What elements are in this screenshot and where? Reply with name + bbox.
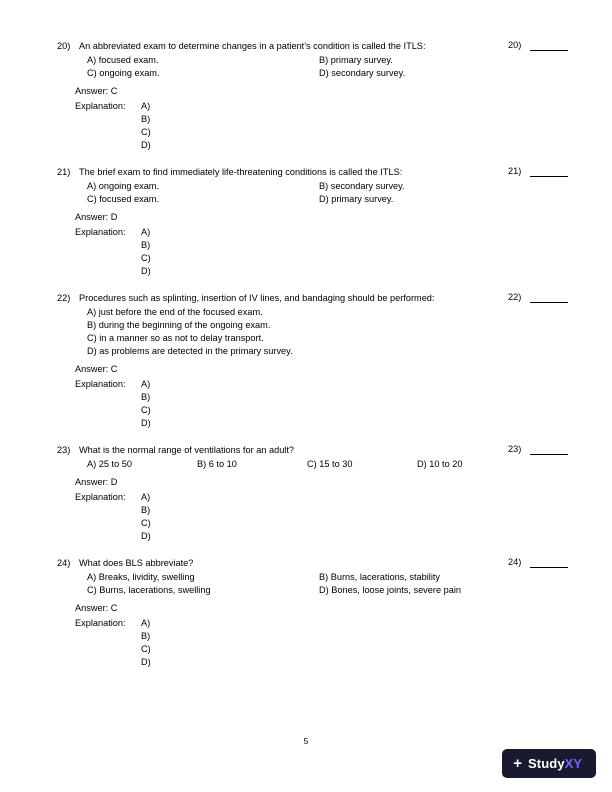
answer-slot-number: 24) (508, 557, 522, 567)
option-row (87, 345, 576, 358)
answer-line (75, 211, 576, 224)
question-number: 24) (57, 558, 71, 568)
question-text: What is the normal range of ventilations for an adult? (79, 445, 295, 455)
option-b[interactable]: B) 6 to 10 (197, 459, 237, 469)
explanation-item: C) (141, 253, 151, 263)
answer-blank-slot (508, 40, 576, 51)
studyxy-watermark[interactable] (502, 749, 596, 778)
option-row (87, 319, 576, 332)
explanation-item: B) (141, 114, 151, 124)
explanation-item: B) (141, 505, 151, 515)
explanation-label: Explanation: (75, 101, 126, 111)
page-number: 5 (303, 736, 309, 746)
explanation-block (75, 226, 576, 278)
question-number: 21) (57, 167, 71, 177)
options-list (87, 306, 576, 358)
answer-blank-slot (508, 557, 576, 568)
explanation-item: D) (141, 418, 151, 428)
option-a[interactable]: A) 25 to 50 (87, 459, 132, 469)
answer-blank-slot (508, 444, 576, 455)
explanation-label: Explanation: (75, 379, 126, 389)
explanation-items (141, 100, 151, 152)
answer-line (75, 85, 576, 98)
explanation-item: B) (141, 240, 151, 250)
question-block (57, 166, 576, 278)
question-block (57, 557, 576, 669)
option-b[interactable]: B) Burns, lacerations, stability (319, 572, 441, 582)
question-number: 20) (57, 41, 71, 51)
option-b[interactable]: B) secondary survey. (319, 181, 405, 191)
answer-blank-line[interactable] (530, 292, 568, 303)
answer-blank-slot (508, 166, 576, 177)
brand-name-xy: XY (564, 756, 582, 771)
explanation-label: Explanation: (75, 227, 126, 237)
explanation-items (141, 617, 151, 669)
answer-label: Answer: (75, 212, 109, 222)
option-d[interactable]: D) as problems are detected in the primary survey. (87, 346, 293, 356)
option-row (87, 458, 576, 471)
explanation-label: Explanation: (75, 618, 126, 628)
answer-slot-number: 20) (508, 40, 522, 50)
answer-blank-slot (508, 292, 576, 303)
explanation-item: D) (141, 657, 151, 667)
question-text: Procedures such as splinting, insertion of IV lines, and bandaging should be performed: (79, 293, 435, 303)
option-d[interactable]: D) Bones, loose joints, severe pain (319, 585, 461, 595)
explanation-item: A) (141, 101, 151, 111)
option-row (87, 54, 576, 67)
question-text: An abbreviated exam to determine changes in a patient's condition is called the ITLS: (79, 41, 426, 51)
option-b[interactable]: B) during the beginning of the ongoing exam. (87, 320, 271, 330)
answer-blank-line[interactable] (530, 166, 568, 177)
option-c[interactable]: C) in a manner so as not to delay transport. (87, 333, 264, 343)
option-a[interactable]: A) focused exam. (87, 55, 159, 65)
explanation-item: C) (141, 644, 151, 654)
explanation-item: C) (141, 127, 151, 137)
question-text: The brief exam to find immediately life-threatening conditions is called the ITLS: (79, 167, 403, 177)
option-a[interactable]: A) Breaks, lividity, swelling (87, 572, 195, 582)
option-row (87, 193, 576, 206)
explanation-label: Explanation: (75, 492, 126, 502)
answer-label: Answer: (75, 477, 109, 487)
question-line (57, 166, 576, 178)
answer-value: C (110, 364, 118, 374)
option-c[interactable]: C) ongoing exam. (87, 68, 160, 78)
options-list (87, 180, 576, 206)
answer-label: Answer: (75, 86, 109, 96)
option-c[interactable]: C) 15 to 30 (307, 459, 353, 469)
option-a[interactable]: A) just before the end of the focused exam. (87, 307, 263, 317)
question-text: What does BLS abbreviate? (79, 558, 194, 568)
option-a[interactable]: A) ongoing exam. (87, 181, 160, 191)
option-d[interactable]: D) secondary survey. (319, 68, 406, 78)
explanation-item: A) (141, 492, 151, 502)
question-block (57, 444, 576, 543)
plus-icon: + (513, 755, 523, 772)
option-row (87, 584, 576, 597)
option-d[interactable]: D) 10 to 20 (417, 459, 463, 469)
answer-label: Answer: (75, 364, 109, 374)
explanation-block (75, 491, 576, 543)
answer-label: Answer: (75, 603, 109, 613)
explanation-item: B) (141, 631, 151, 641)
answer-value: C (110, 603, 118, 613)
explanation-item: A) (141, 227, 151, 237)
option-b[interactable]: B) primary survey. (319, 55, 393, 65)
option-row (87, 306, 576, 319)
answer-line (75, 602, 576, 615)
answer-blank-line[interactable] (530, 444, 568, 455)
question-number: 22) (57, 293, 71, 303)
explanation-block (75, 100, 576, 152)
answer-line (75, 363, 576, 376)
answer-slot-number: 21) (508, 166, 522, 176)
explanation-item: C) (141, 518, 151, 528)
explanation-block (75, 378, 576, 430)
option-d[interactable]: D) primary survey. (319, 194, 394, 204)
answer-value: D (110, 477, 118, 487)
options-list (87, 458, 576, 471)
brand-name-study: Study (528, 756, 565, 771)
option-row (87, 180, 576, 193)
question-line (57, 40, 576, 52)
option-row (87, 571, 576, 584)
answer-slot-number: 23) (508, 444, 522, 454)
answer-value: C (110, 86, 118, 96)
question-number: 23) (57, 445, 71, 455)
explanation-block (75, 617, 576, 669)
explanation-item: A) (141, 618, 151, 628)
question-line (57, 444, 576, 456)
brand-name (528, 756, 582, 771)
explanation-item: B) (141, 392, 151, 402)
options-list (87, 571, 576, 597)
explanation-item: D) (141, 531, 151, 541)
explanation-items (141, 378, 151, 430)
option-row (87, 332, 576, 345)
answer-blank-line[interactable] (530, 557, 568, 568)
explanation-item: C) (141, 405, 151, 415)
answer-value: D (110, 212, 118, 222)
question-line (57, 557, 576, 569)
answer-slot-number: 22) (508, 292, 522, 302)
option-row (87, 67, 576, 80)
explanation-item: D) (141, 140, 151, 150)
option-c[interactable]: C) Burns, lacerations, swelling (87, 585, 211, 595)
question-line (57, 292, 576, 304)
explanation-items (141, 226, 151, 278)
options-list (87, 54, 576, 80)
explanation-item: D) (141, 266, 151, 276)
question-block (57, 292, 576, 430)
answer-line (75, 476, 576, 489)
question-block (57, 40, 576, 152)
explanation-item: A) (141, 379, 151, 389)
explanation-items (141, 491, 151, 543)
answer-blank-line[interactable] (530, 40, 568, 51)
option-c[interactable]: C) focused exam. (87, 194, 159, 204)
